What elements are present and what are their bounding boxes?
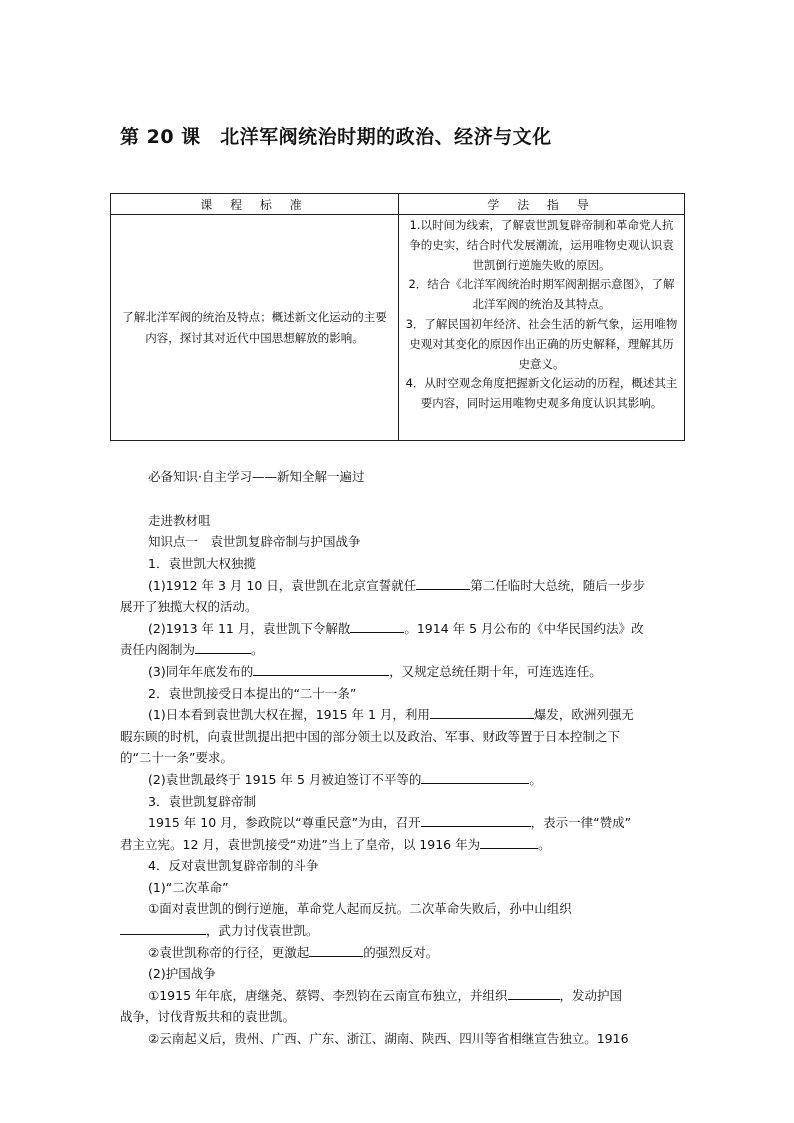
topic-heading: 3．袁世凯复辟帝制 bbox=[148, 794, 256, 809]
answer-blank[interactable] bbox=[309, 944, 363, 957]
answer-blank[interactable] bbox=[508, 987, 560, 1000]
topic-heading: 4．反对袁世凯复辟帝制的斗争 bbox=[148, 858, 319, 873]
answer-blank[interactable] bbox=[430, 706, 534, 719]
sub-heading: (2)护国战争 bbox=[148, 966, 216, 981]
answer-blank[interactable] bbox=[253, 663, 389, 676]
curriculum-standard-cell: 了解北洋军阀的统治及特点；概述新文化运动的主要内容，探讨其对近代中国思想解放的影响。 bbox=[111, 215, 399, 441]
text-line: (2)1913 年 11 月，袁世凯下令解散 。1914 年 5 月公布的《中华民国约法》改 bbox=[148, 621, 644, 636]
topic-heading: 2．袁世凯接受日本提出的“二十一条” bbox=[148, 686, 357, 701]
text-line: ，武力讨伐袁世凯。 bbox=[120, 921, 319, 939]
sub-heading: (1)“二次革命” bbox=[148, 880, 229, 895]
guidance-item: 3．了解民国初年经济、社会生活的新气象，运用唯物史观对其变化的原因作出正确的历史解释，理解其历史意义。 bbox=[405, 316, 678, 371]
subsection-heading: 走进教材咀 bbox=[148, 513, 211, 528]
text-line: ②云南起义后，贵州、广西、广东、浙江、湖南、陕西、四川等省相继宣告独立。1916 bbox=[148, 1031, 629, 1046]
text-line: 1915 年 10 月，参政院以“尊重民意”为由，召开 ，表示一律“赞成” bbox=[148, 815, 632, 830]
text-line: 责任内阁制为 。 bbox=[120, 642, 264, 657]
text-line: ①面对袁世凯的倒行逆施，革命党人起而反抗。二次革命失败后，孙中山组织 bbox=[148, 901, 572, 916]
text-line: ②袁世凯称帝的行径，更激起 的强烈反对。 bbox=[148, 945, 439, 960]
answer-blank[interactable] bbox=[480, 836, 538, 849]
section-heading: 必备知识·自主学习——新知全解一遍过 bbox=[148, 469, 365, 484]
knowledge-point-heading: 知识点一 袁世凯复辟帝制与护国战争 bbox=[148, 534, 361, 549]
table-header-guidance: 学 法 指 导 bbox=[399, 194, 685, 215]
guidance-item: 1.以时间为线索，了解袁世凯复辟帝制和革命党人抗争的史实，结合时代发展潮流，运用唯物史观认识袁世凯倒行逆施失败的原因。 bbox=[409, 218, 674, 272]
answer-blank[interactable] bbox=[421, 814, 531, 827]
text-line: 战争，讨伐背叛共和的袁世凯。 bbox=[120, 1009, 296, 1024]
curriculum-table bbox=[110, 193, 685, 441]
text-line: (2)袁世凯最终于 1915 年 5 月被迫签订不平等的 。 bbox=[148, 772, 542, 787]
text-line: 的“二十一条”要求。 bbox=[120, 750, 233, 765]
text-line: ①1915 年年底，唐继尧、蔡锷、李烈钧在云南宣布独立，并组织 ，发动护国 bbox=[148, 988, 623, 1003]
guidance-item: 2．结合《北洋军阀统治时期军阀割据示意图》，了解北洋军阀的统治及其特点。 bbox=[408, 277, 675, 312]
lesson-title: 第 20 课 北洋军阀统治时期的政治、经济与文化 bbox=[120, 126, 552, 148]
answer-blank[interactable] bbox=[195, 641, 251, 654]
answer-blank[interactable] bbox=[416, 577, 470, 590]
text-line: (3)同年年底发布的 ，又规定总统任期十年，可连选连任。 bbox=[148, 664, 602, 679]
answer-blank[interactable] bbox=[350, 620, 404, 633]
text-line: 展开了独揽大权的活动。 bbox=[120, 599, 258, 614]
topic-heading: 1．袁世凯大权独揽 bbox=[148, 556, 256, 571]
text-line: (1)1912 年 3 月 10 日，袁世凯在北京宣誓就任 第二任临时大总统，随后一步步 bbox=[148, 578, 646, 593]
guidance-item: 4．从时空观念角度把握新文化运动的历程，概述其主要内容，同时运用唯物史观多角度认识其影响。 bbox=[405, 376, 678, 411]
text-line: 君主立宪。12 月，袁世凯接受“劝进”当上了皇帝，以 1916 年为 。 bbox=[120, 837, 551, 852]
answer-blank[interactable] bbox=[120, 922, 206, 935]
study-guidance-cell bbox=[399, 215, 685, 441]
text-line: 暇东顾的时机，向袁世凯提出把中国的部分领土以及政治、军事、财政等置于日本控制之下 bbox=[120, 729, 621, 744]
answer-blank[interactable] bbox=[421, 771, 529, 784]
text-line: (1)日本看到袁世凯大权在握，1915 年 1 月，利用 爆发，欧洲列强无 bbox=[148, 707, 634, 722]
table-header-standard: 课 程 标 准 bbox=[111, 194, 399, 215]
